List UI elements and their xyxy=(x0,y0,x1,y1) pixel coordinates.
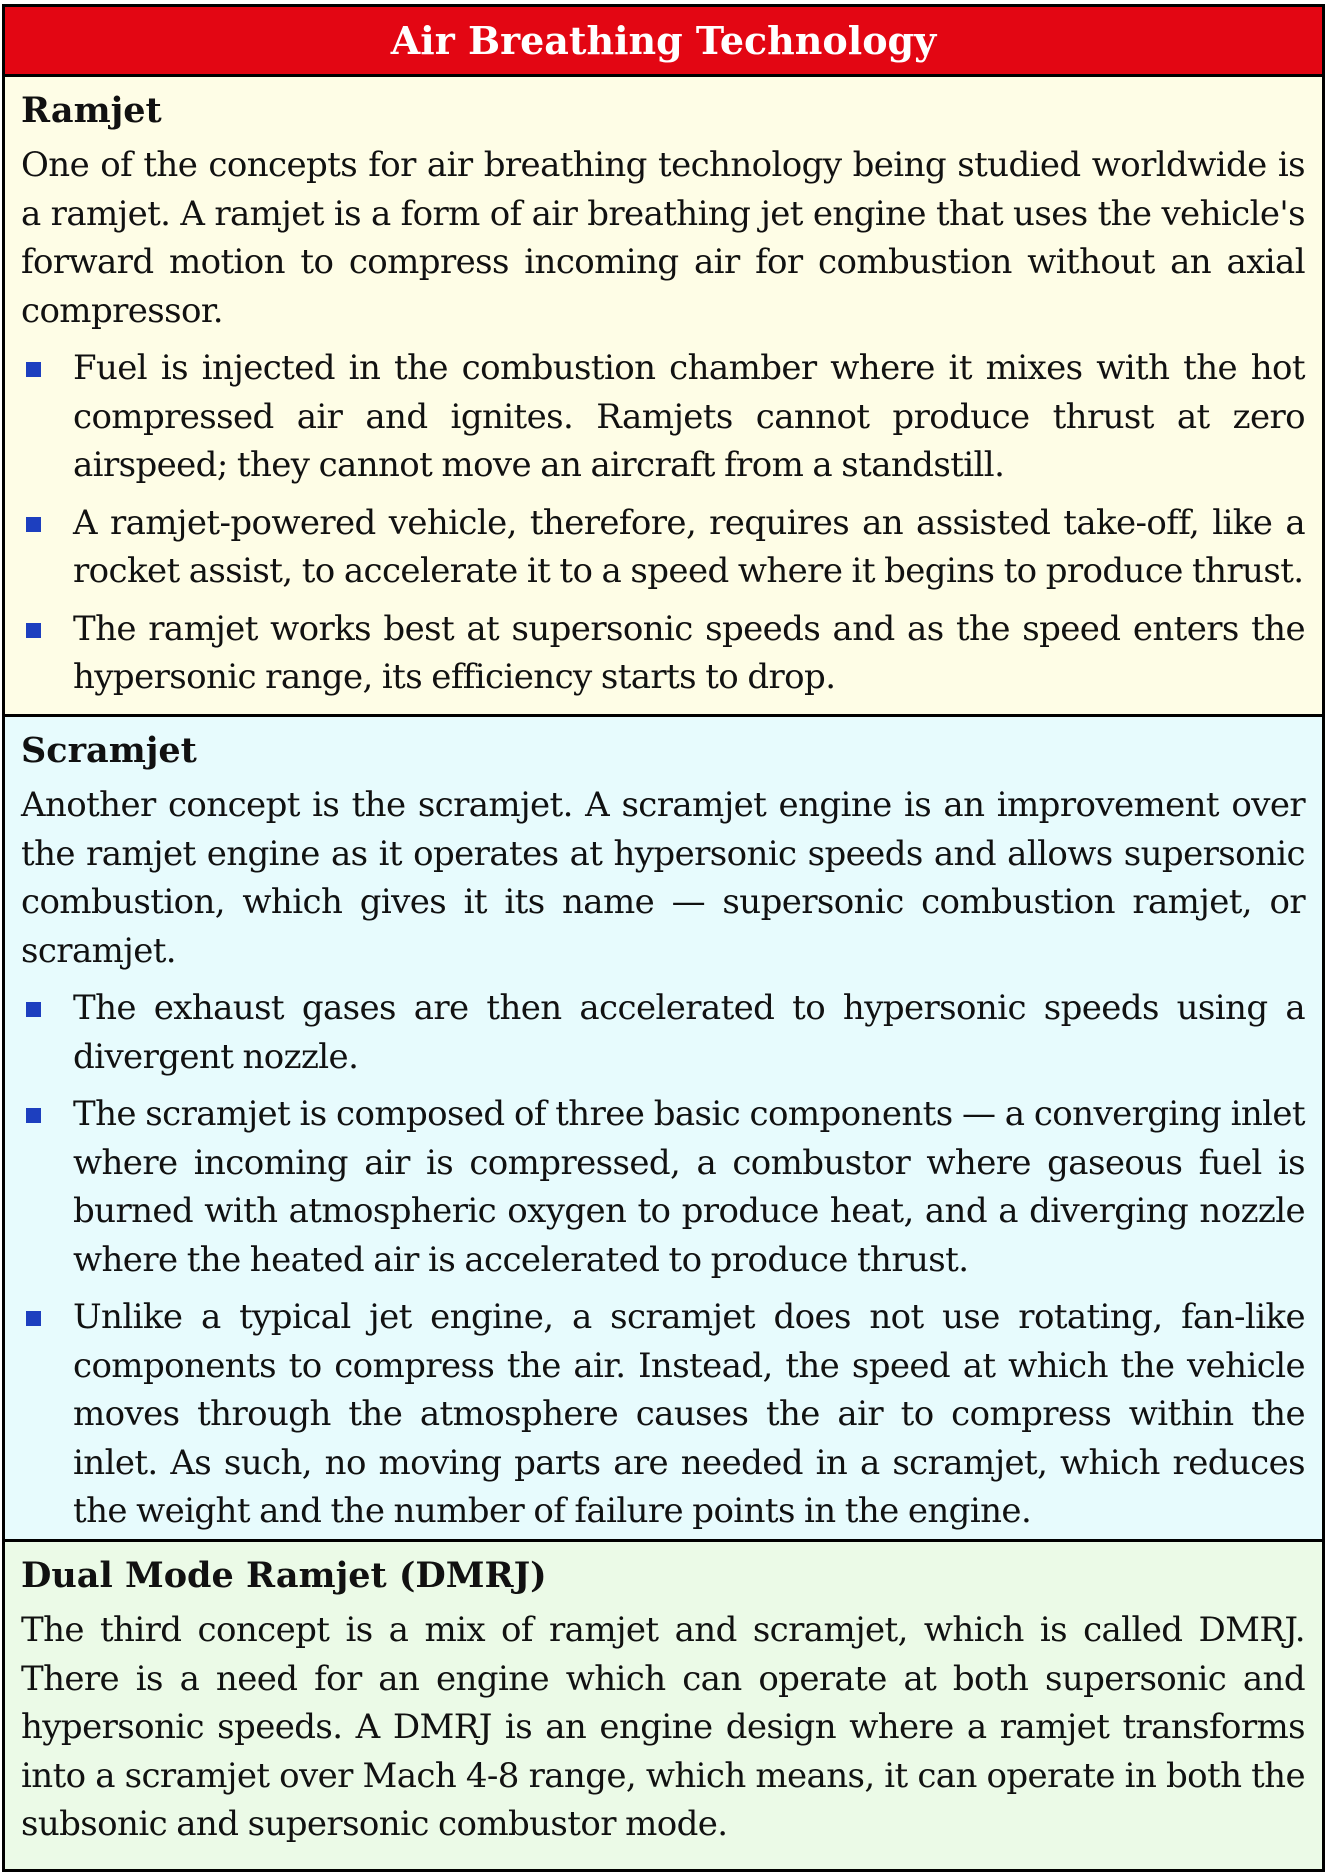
bullet-text: The ramjet works best at supersonic speeds and as the speed enters the hypersonic range, its efficiency starts to drop. xyxy=(73,608,1305,697)
section-ramjet xyxy=(5,77,1322,717)
square-bullet-icon xyxy=(26,1311,41,1326)
square-bullet-icon xyxy=(26,517,41,532)
bullet-item xyxy=(21,1293,1305,1536)
bullet-item xyxy=(21,605,1305,702)
section-intro: One of the concepts for air breathing technology being studied worldwide is a ramjet. A ramjet is a form of air breathing jet engine that uses the vehicle's forward motion to compress incoming air for combustion without an axial compressor. xyxy=(21,145,1305,331)
bullet-text: A ramjet-powered vehicle, therefore, requires an assisted take-off, like a rocket assist, to accelerate it to a speed where it begins to produce thrust. xyxy=(73,502,1305,591)
bullet-list xyxy=(21,344,1305,702)
bullet-text: The exhaust gases are then accelerated to hypersonic speeds using a divergent nozzle. xyxy=(73,988,1305,1077)
info-box xyxy=(2,4,1325,1872)
section-intro: Another concept is the scramjet. A scramjet engine is an improvement over the ramjet engine as it operates at hypersonic speeds and allows supersonic combustion, which gives it its name — supersonic combustion ramjet, or scramjet. xyxy=(21,785,1305,971)
bullet-list xyxy=(21,984,1305,1536)
square-bullet-icon xyxy=(26,362,41,377)
box-title: Air Breathing Technology xyxy=(5,7,1322,77)
square-bullet-icon xyxy=(26,1002,41,1017)
bullet-text: The scramjet is composed of three basic components — a converging inlet where incoming air is compressed, a combustor where gaseous fuel is burned with atmospheric oxygen to produce heat, and a diverging nozzle where the heated air is accelerated to produce thrust. xyxy=(73,1094,1305,1280)
bullet-item xyxy=(21,344,1305,490)
bullet-text: Unlike a typical jet engine, a scramjet does not use rotating, fan-like components to compress the air. Instead, the speed at which the vehicle moves through the atmosphere causes the air to compress within the inlet. As such, no moving parts are needed in a scramjet, which reduces the weight and the number of failure points in the engine. xyxy=(73,1297,1305,1531)
bullet-item xyxy=(21,1090,1305,1284)
square-bullet-icon xyxy=(26,623,41,638)
section-dmrj xyxy=(5,1542,1322,1869)
bullet-text: Fuel is injected in the combustion chamber where it mixes with the hot compressed air and ignites. Ramjets cannot produce thrust at zero airspeed; they cannot move an aircraft from a standstill. xyxy=(73,348,1305,485)
square-bullet-icon xyxy=(26,1108,41,1123)
bullet-item xyxy=(21,499,1305,596)
section-heading: Ramjet xyxy=(21,90,162,131)
section-intro: The third concept is a mix of ramjet and scramjet, which is called DMRJ. There is a need for an engine which can operate at both supersonic and hypersonic speeds. A DMRJ is an engine design where a ramjet transforms into a scramjet over Mach 4-8 range, which means, it can operate in both the subsonic and supersonic combustor mode. xyxy=(21,1610,1305,1844)
section-scramjet xyxy=(5,717,1322,1542)
bullet-item xyxy=(21,984,1305,1081)
section-heading: Scramjet xyxy=(21,730,197,771)
section-heading: Dual Mode Ramjet (DMRJ) xyxy=(21,1555,547,1596)
